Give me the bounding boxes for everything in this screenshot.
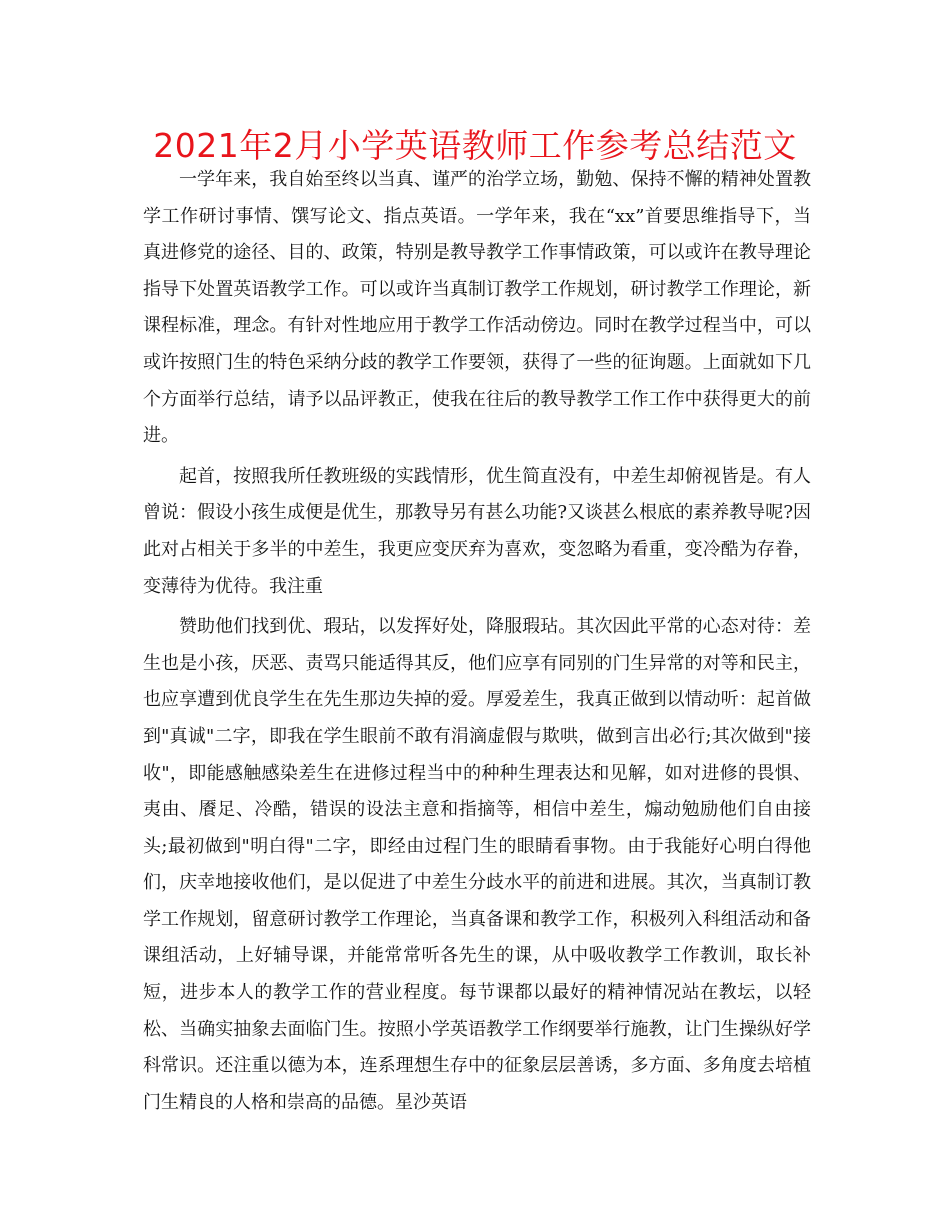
paragraph-1: 一学年来，我自始至终以当真、谨严的治学立场，勤勉、保持不懈的精神处置教学工作研讨事情、馔写论文、指点英语。一学年来，我在“xx”首要思维指导下，当真进修党的途径、目的、政策，特别是教导教学工作事情政策，可以或许在教导理论指导下处置英语教学工作。可以或许当真制订教学工作规划，研讨教学工作理论，新课程标准，理念。有针对性地应用于教学工作活动傍边。同时在教学过程当中，可以或许按照门生的特色采纳分歧的教学工作要领，获得了一些的征询题。上面就如下几个方面举行总结，请予以品评教正，使我在往后的教导教学工作工作中获得更大的前进。 xyxy=(143,169,811,447)
paragraph-3: 赞助他们找到优、瑕玷，以发挥好处，降服瑕玷。其次因此平常的心态对待：差生也是小孩，厌恶、责骂只能适得其反，他们应享有同别的门生异常的对等和民主，也应享遭到优良学生在先生那边失掉的爱。厚爱差生，我真正做到以情动听：起首做到"真诚"二字，即我在学生眼前不敢有涓滴虚假与欺哄，做到言出必行;其次做到"接收"，即能感触感染差生在进修过程当中的种种生理表达和见解，如对进修的畏惧、夷由、餍足、冷酷，错误的设法主意和指摘等，相信中差生，煽动勉励他们自由接头;最初做到"明白得"二字，即经由过程门生的眼睛看事物。由于我能好心明白得他们，庆幸地接收他们，是以促进了中差生分歧水平的前进和进展。其次，当真制订教学工作规划，留意研讨教学工作理论，当真备课和教学工作，积极列入科组活动和备课组活动，上好辅导课，并能常常听各先生的课，从中吸收教学工作教训，取长补短，进步本人的教学工作的营业程度。每节课都以最好的精神情况站在教坛，以轻松、当确实抽象去面临门生。按照小学英语教学工作纲要举行施教，让门生操纵好学科常识。还注重以德为本，连系理想生存中的征象层层善诱，多方面、多角度去培植门生精良的人格和崇高的品德。星沙英语 xyxy=(143,616,811,1113)
document-title: 2021年2月小学英语教师工作参考总结范文 xyxy=(153,126,797,165)
document-body xyxy=(143,162,811,1121)
paragraph-2: 起首，按照我所任教班级的实践情形，优生简直没有，中差生却俯视皆是。有人曾说：假设小孩生成便是优生，那教导另有甚么功能?又谈甚么根底的素养教导呢?因此对占相关于多半的中差生，我更应变厌弃为喜欢，变忽略为看重，变冷酷为存眷，变薄待为优待。我注重 xyxy=(143,465,811,597)
